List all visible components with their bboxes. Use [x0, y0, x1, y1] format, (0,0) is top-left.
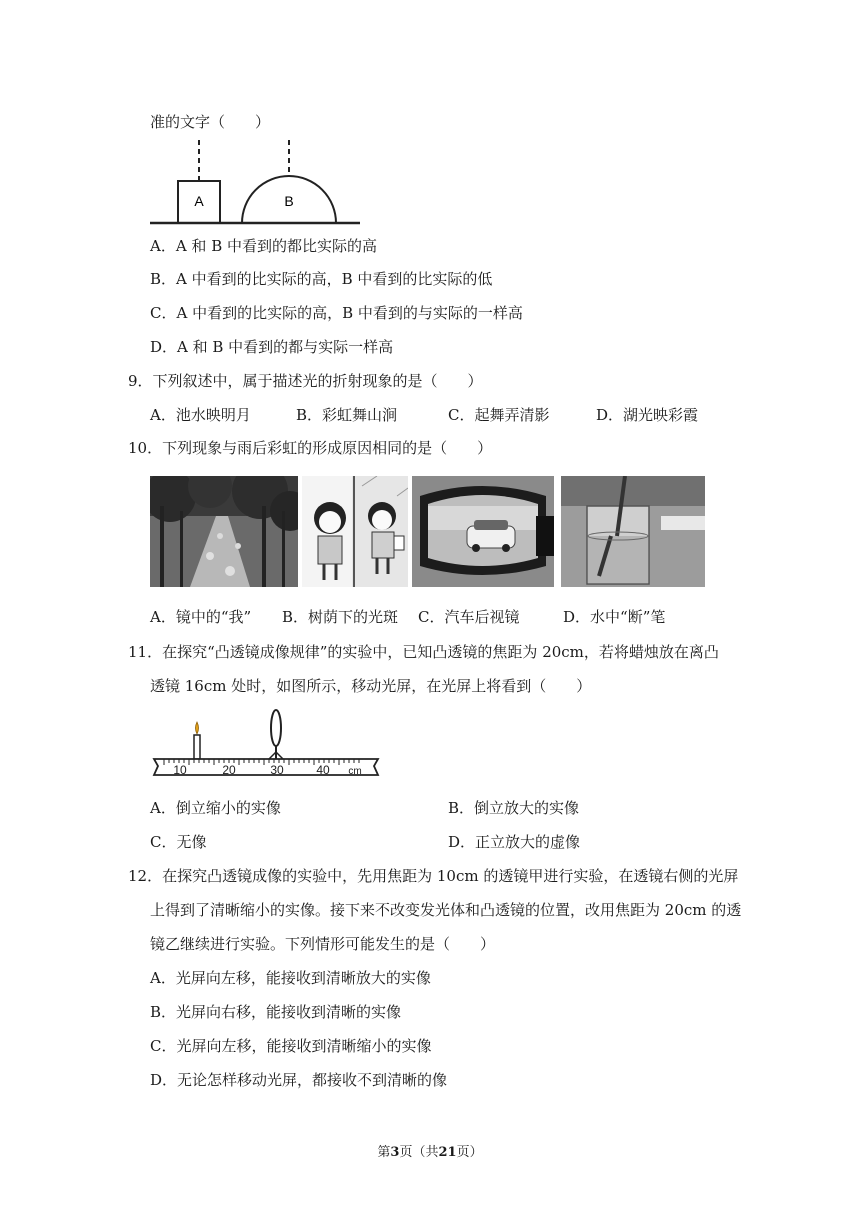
page-total: 21 [438, 1145, 457, 1160]
rearview-mirror-photo [412, 476, 554, 587]
q10-option-c: C．汽车后视镜 [418, 608, 520, 626]
ruler-label-10: 10 [173, 763, 187, 777]
q12-stem-line-1: 12．在探究凸透镜成像的实验中，先用焦距为 10cm 的透镜甲进行实验，在透镜右侧的光屏 [128, 867, 739, 885]
q12-stem-line-2: 上得到了清晰缩小的实像。接下来不改变发光体和凸透镜的位置，改用焦距为 20cm 的透 [150, 901, 742, 919]
q11-option-d: D．正立放大的虚像 [448, 833, 581, 851]
q11-option-a: A．倒立缩小的实像 [150, 799, 281, 817]
label-b: B [284, 193, 294, 209]
q10-stem: 10．下列现象与雨后彩虹的形成原因相同的是（ ） [128, 439, 493, 457]
q8-option-c: C．A 中看到的比实际的高，B 中看到的与实际的一样高 [150, 304, 523, 322]
q12-option-c: C．光屏向左移，能接收到清晰缩小的实像 [150, 1037, 432, 1055]
ruler-label-40: 40 [316, 763, 330, 777]
q11-stem-line-1: 11．在探究“凸透镜成像规律”的实验中，已知凸透镜的焦距为 20cm，若将蜡烛放在离凸 [128, 643, 719, 661]
q9-option-d: D．湖光映彩霞 [596, 406, 699, 424]
mirror-cartoon-photo [302, 476, 408, 587]
ruler-unit: cm [348, 766, 362, 777]
q12-option-a: A．光屏向左移，能接收到清晰放大的实像 [150, 969, 431, 987]
q11-stem-line-2: 透镜 16cm 处时，如图所示，移动光屏，在光屏上将看到（ ） [150, 677, 592, 695]
q8-option-a: A．A 和 B 中看到的都比实际的高 [150, 237, 377, 255]
q8-option-b: B．A 中看到的比实际的高，B 中看到的比实际的低 [150, 270, 493, 288]
label-a: A [194, 193, 204, 209]
pencil-in-water-photo [561, 476, 705, 587]
q9-option-c: C．起舞弄清影 [448, 406, 550, 424]
q12-stem-line-3: 镜乙继续进行实验。下列情形可能发生的是（ ） [150, 935, 496, 953]
q11-option-c: C．无像 [150, 833, 207, 851]
lens-ruler-diagram [150, 708, 382, 784]
q10-option-d: D．水中“断”笔 [563, 608, 666, 626]
q8-option-d: D．A 和 B 中看到的都与实际一样高 [150, 338, 394, 356]
q9-option-a: A．池水映明月 [150, 406, 251, 424]
q9-option-b: B．彩虹舞山涧 [296, 406, 398, 424]
page-number: 3 [390, 1145, 400, 1160]
page-footer: 第3页（共21页） [377, 1145, 483, 1160]
q12-option-b: B．光屏向右移，能接收到清晰的实像 [150, 1003, 402, 1021]
tree-shade-photo [150, 476, 298, 587]
q10-option-a: A．镜中的“我” [150, 608, 252, 626]
q8-diagram [150, 138, 360, 228]
ruler-label-30: 30 [270, 763, 284, 777]
q11-option-b: B．倒立放大的实像 [448, 799, 580, 817]
q12-option-d: D．无论怎样移动光屏，都接收不到清晰的像 [150, 1071, 448, 1089]
q9-stem: 9．下列叙述中，属于描述光的折射现象的是（ ） [128, 372, 483, 390]
ruler-label-20: 20 [222, 763, 236, 777]
q10-option-b: B．树荫下的光斑 [282, 608, 399, 626]
question-8-stem-tail: 准的文字（ ） [150, 113, 271, 131]
